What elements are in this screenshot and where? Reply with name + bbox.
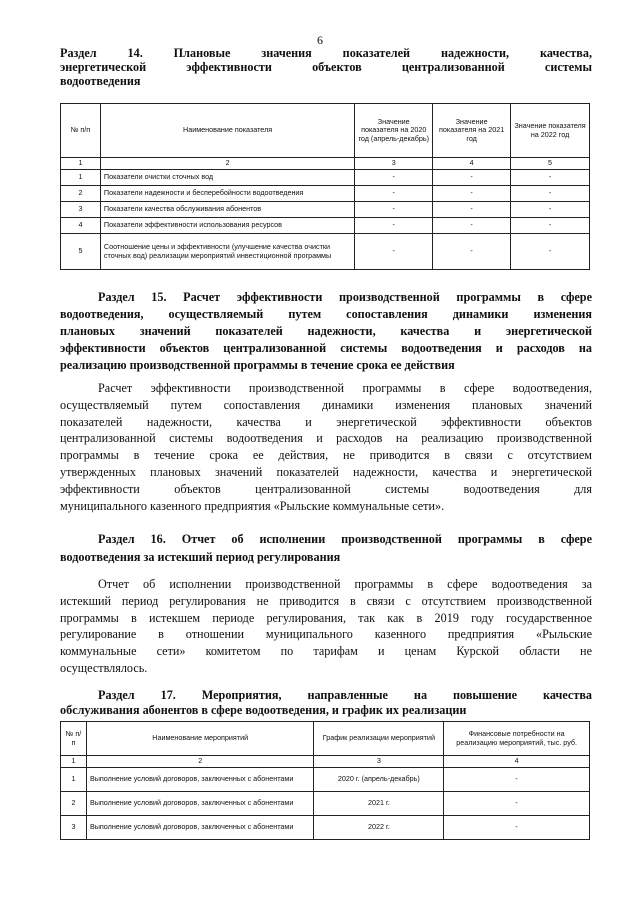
numbering-cell: 5 [511,158,590,170]
table-cell: 2 [61,186,101,202]
header-cell: Значение показателя на 2021 год [433,104,511,158]
table-cell: - [511,218,590,234]
measures-table [60,721,590,840]
heading-line: Раздел 14. Плановые значения показателей надежности, качества, [60,46,592,60]
heading-line: Раздел 17. Мероприятия, направленные на повышение качества [98,688,592,702]
table-cell: Выполнение условий договоров, заключенных с абонентами [86,791,314,815]
paragraph-line: регулирование в отношении муниципального казенного предприятия «Рыльские [60,627,592,642]
paragraph-line: утвержденных плановых значений показателей надежности, качества и энергетической [60,464,592,479]
numbering-cell: 2 [100,158,354,170]
section14-heading [60,46,592,88]
paragraph-line: муниципального казенного предприятия «Рыльские коммунальные сети». [60,498,445,513]
table-cell: - [433,170,511,186]
numbering-cell: 3 [355,158,433,170]
heading-line: водоотведения [60,74,141,88]
table-cell: - [511,234,590,270]
table-cell: Показатели очистки сточных вод [100,170,354,186]
heading-line: Раздел 15. Расчет эффективности производственной программы в сфере [98,290,592,304]
paragraph-line: истекший период регулирования не приводится в связи с отсутствием производственной [60,593,592,608]
header-cell: Значение показателя на 2022 год [511,104,590,158]
section17-table-wrap [60,721,590,840]
table-cell: - [355,234,433,270]
heading-line: эффективности объектов централизованной системы водоотведения и расходов на [60,341,592,355]
header-cell: Наименование показателя [100,104,354,158]
table-cell: Выполнение условий договоров, заключенных с абонентами [86,767,314,791]
table-cell: - [433,218,511,234]
heading-line: водоотведения за истекший период регулирования [60,550,341,564]
table-cell: 4 [61,218,101,234]
table-cell: - [511,186,590,202]
section15-paragraph [60,380,592,514]
table-cell: 1 [61,170,101,186]
numbering-cell: 2 [86,756,314,768]
paragraph-line: осуществляемый путем сопоставления динамики изменения плановых значений [60,397,592,412]
table-cell: - [433,234,511,270]
numbering-row [61,756,590,768]
heading-line: Раздел 16. Отчет об исполнении производственной программы в сфере [98,532,592,546]
heading-line: реализацию производственной программы в течение срока ее действия [60,358,455,372]
header-cell: № п/п [61,722,87,756]
table-header-row [61,104,590,158]
table-row [61,791,590,815]
table-row [61,234,590,270]
paragraph-line: Расчет эффективности производственной программы в сфере водоотведения, [98,381,592,395]
table-cell: - [433,202,511,218]
paragraph-line: программы в течение срока ее действия, не приводится в связи с отсутствием [60,448,592,463]
table-cell: - [511,202,590,218]
paragraph-line: централизованной системы водоотведения и расходов на реализацию производственной [60,431,592,446]
table-cell: - [355,186,433,202]
table-row [61,186,590,202]
table-cell: 1 [61,767,87,791]
numbering-cell: 1 [61,158,101,170]
table-cell: Показатели эффективности использования ресурсов [100,218,354,234]
numbering-row [61,158,590,170]
indicators-table [60,103,590,270]
paragraph-line: эффективности объектов централизованной системы водоотведения для [60,481,592,496]
header-cell: График реализации мероприятий [314,722,444,756]
header-cell: № п/п [61,104,101,158]
table-cell: 3 [61,815,87,839]
table-cell: 2020 г. (апрель-декабрь) [314,767,444,791]
section16-heading [60,530,592,566]
heading-line: энергетической эффективности объектов централизованной системы [60,60,592,74]
section14-table-wrap [60,103,590,270]
table-cell: - [444,815,590,839]
table-cell: Выполнение условий договоров, заключенных с абонентами [86,815,314,839]
page-number: 6 [317,33,323,47]
section16-paragraph [60,576,592,677]
table-cell: - [355,170,433,186]
table-cell: - [511,170,590,186]
paragraph-line: Отчет об исполнении производственной программы в сфере водоотведения за [98,577,592,591]
table-header-row [61,722,590,756]
paragraph-line: коммунальные сети» комитетом по тарифам и ценам Курской области не [60,644,592,659]
header-cell: Значение показателя на 2020 год (апрель-декабрь) [355,104,433,158]
numbering-cell: 4 [444,756,590,768]
table-row [61,202,590,218]
table-cell: 2 [61,791,87,815]
table-cell: - [355,218,433,234]
header-cell: Наименование мероприятий [86,722,314,756]
table-cell: 3 [61,202,101,218]
heading-line: водоотведения, осуществляемый путем сопоставления динамики изменения [60,307,592,321]
table-cell: 2021 г. [314,791,444,815]
heading-line: плановых значений показателей надежности, качества и энергетической [60,324,592,338]
table-cell: Соотношение цены и эффективности (улучшение качества очистки сточных вод) реализации мероприятий инвестиционной программы [100,234,354,270]
paragraph-line: программы в истекшем периоде регулирования, так как в 2019 году государственное [60,610,592,625]
table-cell: 2022 г. [314,815,444,839]
table-cell: Показатели качества обслуживания абонентов [100,202,354,218]
table-row [61,170,590,186]
table-row [61,815,590,839]
table-cell: - [433,186,511,202]
table-row [61,767,590,791]
paragraph-line: показателей надежности, качества и энергетической эффективности объектов [60,414,592,429]
numbering-cell: 3 [314,756,444,768]
table-cell: - [444,767,590,791]
section15-heading [60,289,592,374]
table-row [61,218,590,234]
numbering-cell: 4 [433,158,511,170]
section17-heading [60,688,592,718]
table-cell: - [444,791,590,815]
table-cell: - [355,202,433,218]
header-cell: Финансовые потребности на реализацию мероприятий, тыс. руб. [444,722,590,756]
table-cell: 5 [61,234,101,270]
heading-line: обслуживания абонентов в сфере водоотведения, и график их реализации [60,703,467,717]
numbering-cell: 1 [61,756,87,768]
table-cell: Показатели надежности и бесперебойности водоотведения [100,186,354,202]
paragraph-line: осуществлялось. [60,660,148,675]
